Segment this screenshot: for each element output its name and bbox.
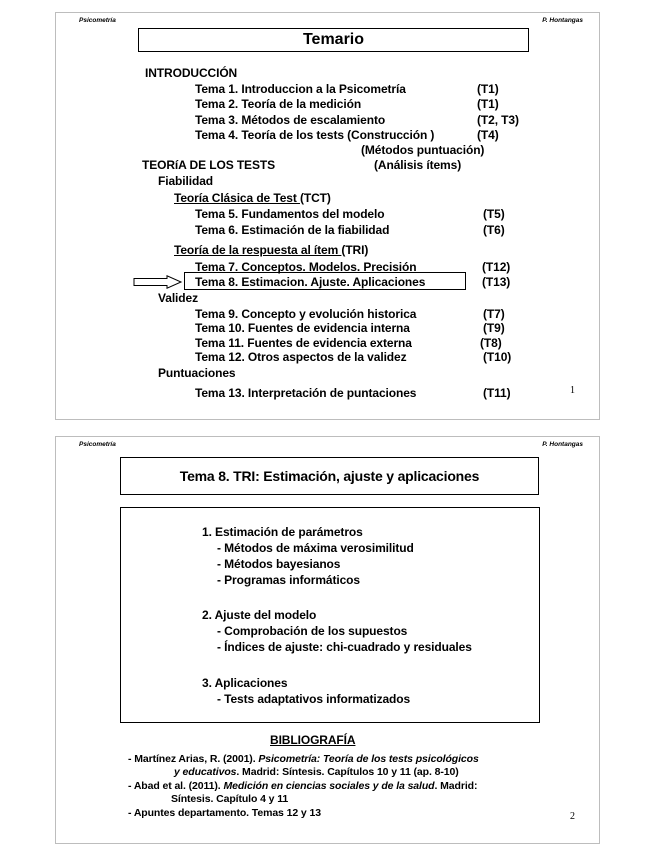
topic-code: (T11) xyxy=(483,386,511,400)
slide-title: Tema 8. TRI: Estimación, ajuste y aplicaciones xyxy=(120,457,539,495)
topic-label: Tema 10. Fuentes de evidencia interna xyxy=(195,321,410,335)
header-right: P. Hontangas xyxy=(542,441,583,448)
tri-heading-underlined: Teoría de la respuesta al ítem xyxy=(174,243,342,257)
topic-code: (T6) xyxy=(483,223,505,237)
section-item: - Tests adaptativos informatizados xyxy=(217,692,411,706)
bib-title: y educativos xyxy=(174,766,237,778)
topic-label: Tema 13. Interpretación de puntaciones xyxy=(195,386,417,400)
bib-entry-1-cont xyxy=(174,766,459,778)
bib-publisher: . Madrid: Síntesis. Capítulos 10 y 11 (ap. 8-10) xyxy=(236,766,459,778)
topic-code: (T7) xyxy=(483,307,505,321)
topic-code: (T13) xyxy=(482,275,511,289)
topic-code: (T8) xyxy=(480,336,502,350)
page-title: Temario xyxy=(138,28,529,52)
header-left: Psicometría xyxy=(79,17,116,24)
section-heading: 3. Aplicaciones xyxy=(202,676,288,690)
topic-label: Tema 11. Fuentes de evidencia externa xyxy=(195,336,412,350)
tct-heading xyxy=(174,191,331,205)
page-number: 1 xyxy=(570,385,575,396)
section-item: - Métodos bayesianos xyxy=(217,557,341,571)
topic-label: Tema 12. Otros aspectos de la validez xyxy=(195,350,407,364)
bib-entry-2-cont: Síntesis. Capítulo 4 y 11 xyxy=(171,793,289,805)
puntuaciones-heading: Puntuaciones xyxy=(158,366,236,380)
bib-title: Psicometría: Teoría de los tests psicológicos xyxy=(258,753,479,765)
topic-code: (T4) xyxy=(477,128,499,142)
section-heading: 1. Estimación de parámetros xyxy=(202,525,363,539)
topic-label: Tema 9. Concepto y evolución historica xyxy=(195,307,417,321)
header-left: Psicometría xyxy=(79,441,116,448)
topic-label: Tema 4. Teoría de los tests (Construcción ) xyxy=(195,128,435,142)
topic-code: (T12) xyxy=(482,260,511,274)
topic-code: (T1) xyxy=(477,97,499,111)
topic-code: (T1) xyxy=(477,82,499,96)
slide-2 xyxy=(55,436,600,844)
fiabilidad-heading: Fiabilidad xyxy=(158,174,214,188)
bib-entry-2 xyxy=(128,780,477,792)
topic-label: Tema 2. Teoría de la medición xyxy=(195,97,362,111)
tri-heading xyxy=(174,243,368,257)
bib-entry-3: - Apuntes departamento. Temas 12 y 13 xyxy=(128,807,321,819)
topic-label-current: Tema 8. Estimacion. Ajuste. Aplicaciones xyxy=(195,275,426,289)
section-item: - Comprobación de los supuestos xyxy=(217,624,408,638)
bib-author: - Martínez Arias, R. (2001). xyxy=(128,753,259,765)
section-item: - Índices de ajuste: chi-cuadrado y residuales xyxy=(217,640,472,654)
tct-heading-abbr: (TCT) xyxy=(299,191,331,205)
bib-title: Medición en ciencias sociales y de la salud xyxy=(223,780,435,792)
topic-label: Tema 5. Fundamentos del modelo xyxy=(195,207,385,221)
topic-code: (T10) xyxy=(483,350,512,364)
validez-heading: Validez xyxy=(158,291,198,305)
section-item: - Programas informáticos xyxy=(217,573,360,587)
teoria-heading: TEORíA DE LOS TESTS xyxy=(142,158,276,172)
tct-heading-underlined: Teoría Clásica de Test xyxy=(174,191,300,205)
section-item: - Métodos de máxima verosimilitud xyxy=(217,541,414,555)
intro-heading: INTRODUCCIÓN xyxy=(145,66,238,80)
bib-author: - Abad et al. (2011). xyxy=(128,780,224,792)
bibliography-heading: BIBLIOGRAFÍA xyxy=(270,733,356,747)
topic-label: Tema 3. Métodos de escalamiento xyxy=(195,113,386,127)
header-right: P. Hontangas xyxy=(542,17,583,24)
bib-entry-1 xyxy=(128,753,479,765)
topic-code: (T9) xyxy=(483,321,505,335)
topic-label: Tema 1. Introduccion a la Psicometría xyxy=(195,82,406,96)
topic-note: (Métodos puntuación) xyxy=(361,143,485,157)
topic-code: (T2, T3) xyxy=(477,113,519,127)
bib-publisher: . Madrid: xyxy=(434,780,478,792)
topic-note: (Análisis ítems) xyxy=(374,158,462,172)
section-heading: 2. Ajuste del modelo xyxy=(202,608,317,622)
page-number: 2 xyxy=(570,811,575,822)
right-arrow-icon xyxy=(133,275,183,289)
topic-label: Tema 6. Estimación de la fiabilidad xyxy=(195,223,390,237)
topic-label: Tema 7. Conceptos. Modelos. Precisión xyxy=(195,260,417,274)
tri-heading-abbr: (TRI) xyxy=(341,243,369,257)
topic-code: (T5) xyxy=(483,207,505,221)
content-box xyxy=(120,507,540,723)
slide-1 xyxy=(55,12,600,420)
